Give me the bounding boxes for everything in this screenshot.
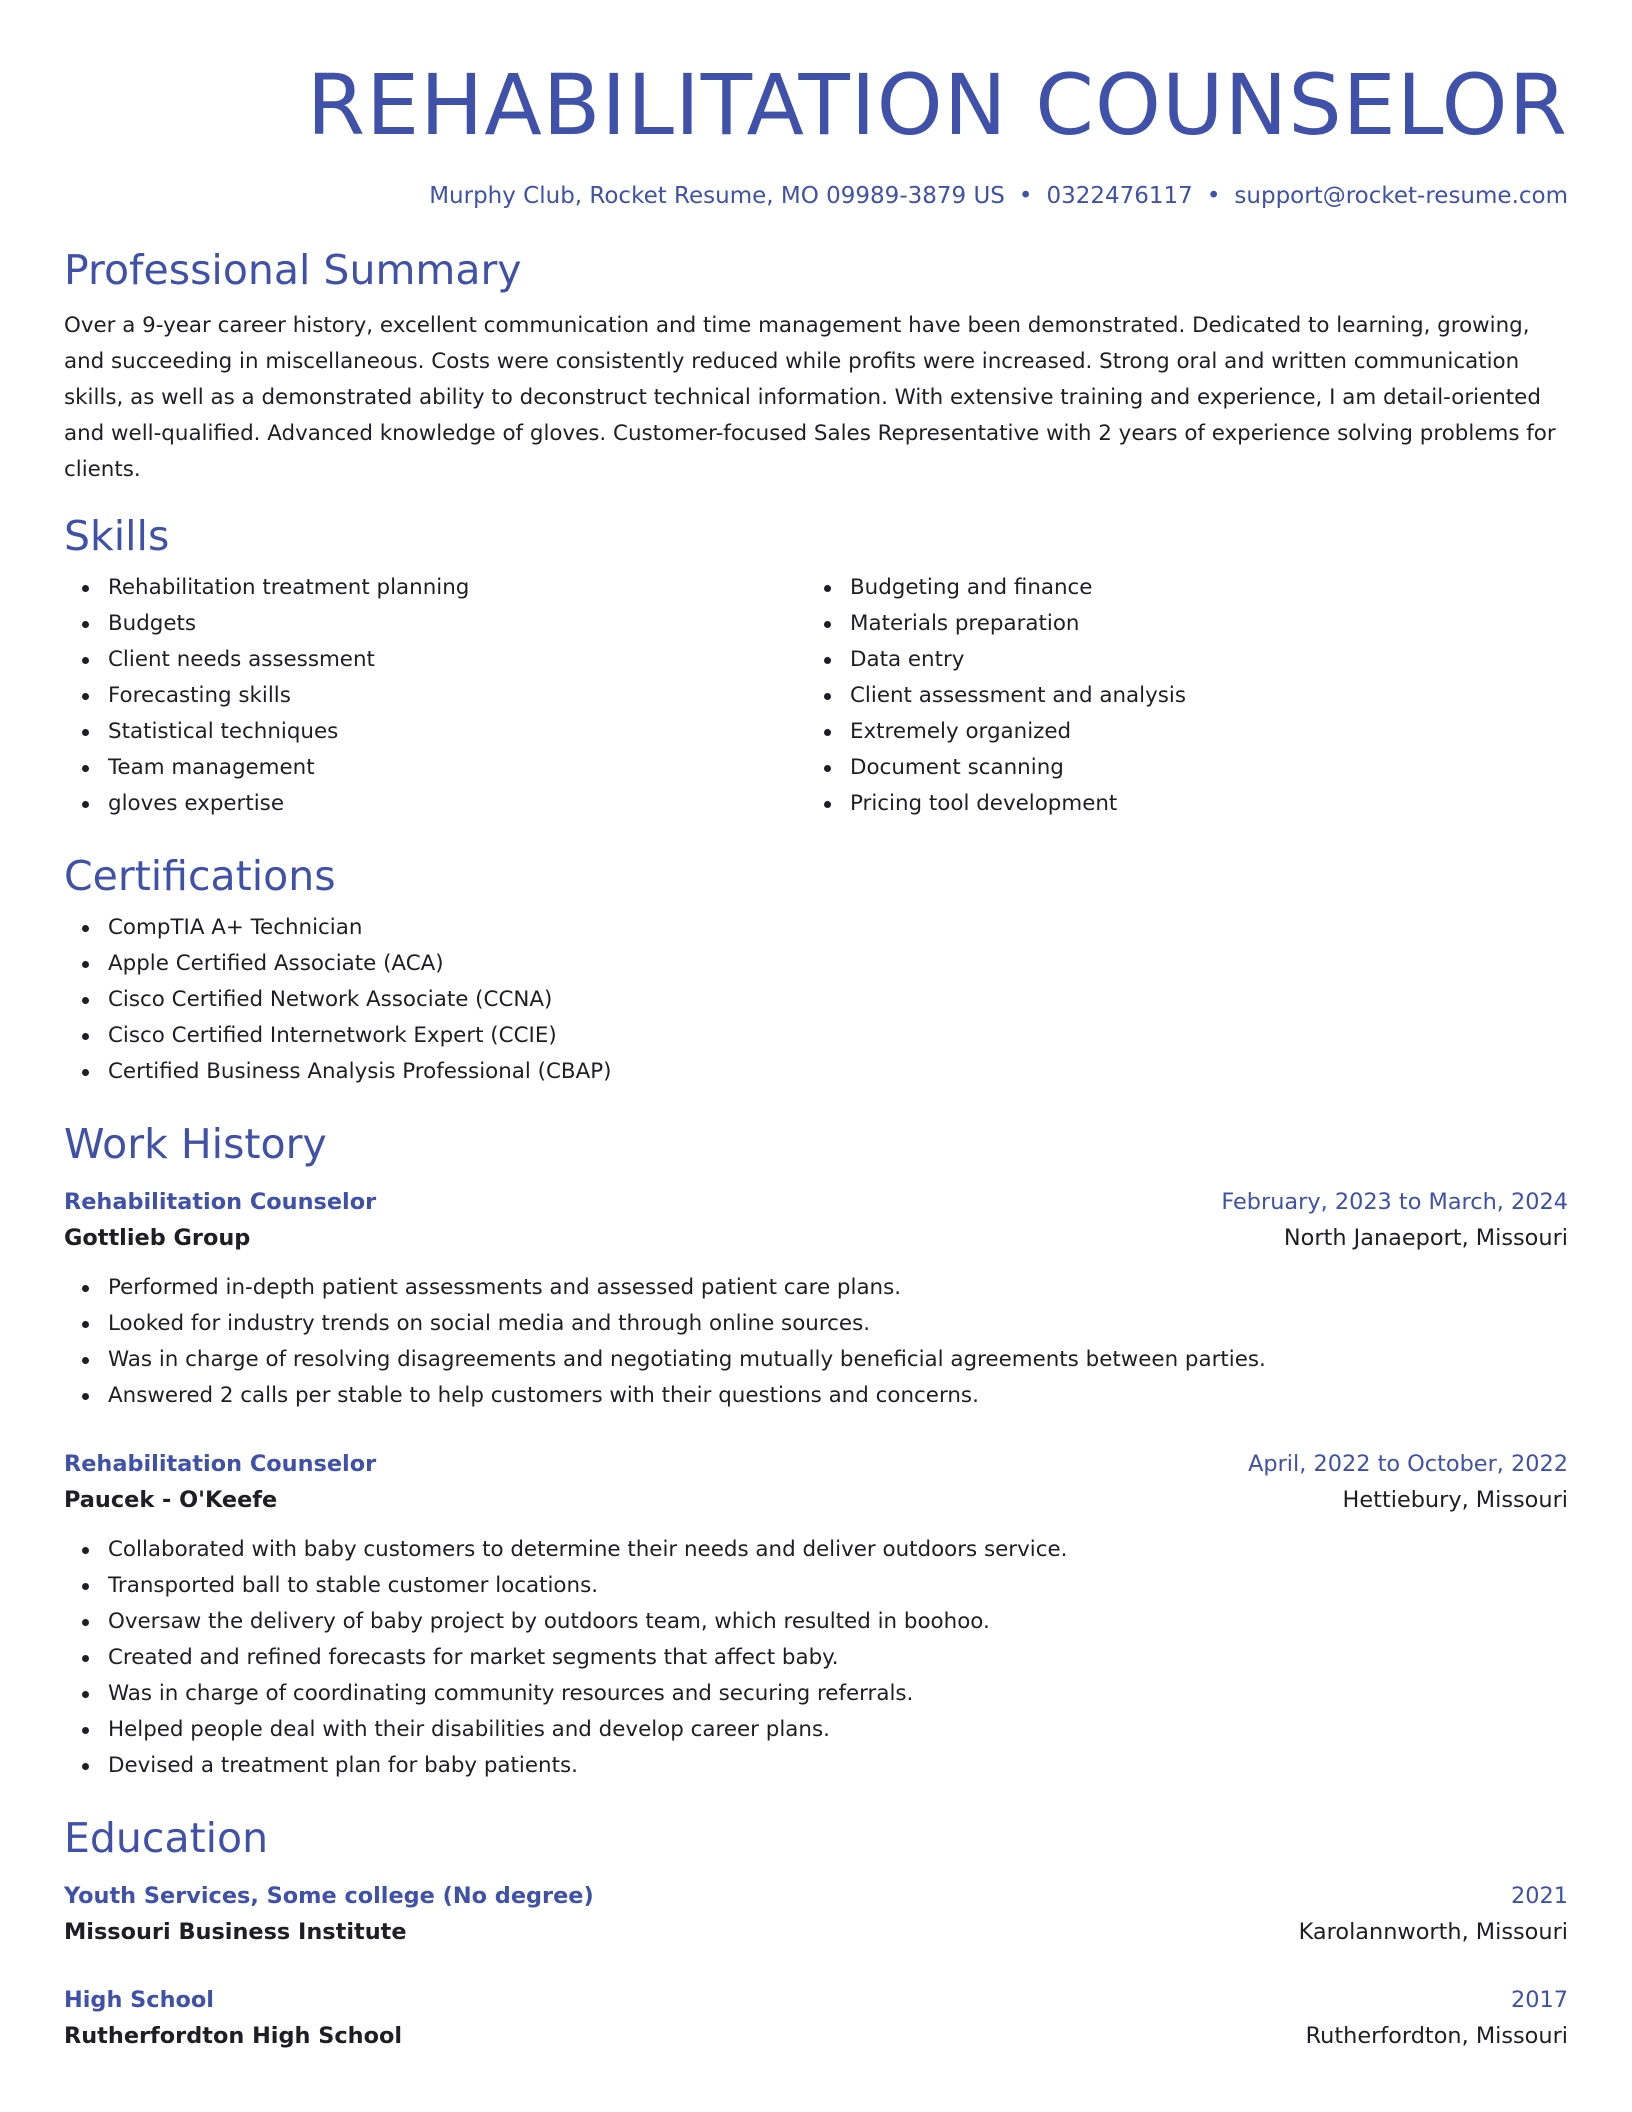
job-duty-item: Transported ball to stable customer locations. [64,1568,1568,1604]
certification-item: CompTIA A+ Technician [64,910,1568,946]
skill-item: Data entry [806,642,1548,678]
summary-heading: Professional Summary [64,246,522,294]
skills-left-list [64,570,806,822]
contact-email[interactable]: support@rocket-resume.com [1234,183,1568,209]
certification-item: Cisco Certified Network Associate (CCNA) [64,982,1568,1018]
job-dates: April, 2022 to October, 2022 [1248,1451,1568,1477]
skill-item: gloves expertise [64,786,806,822]
skill-item: Materials preparation [806,606,1548,642]
education-header-row [64,1982,1568,2018]
education-location: Rutherfordton, Missouri [1305,2023,1568,2049]
job-duty-item: Was in charge of resolving disagreements and negotiating mutually beneficial agreements between parties. [64,1342,1568,1378]
education-school-row [64,2018,1568,2054]
resume-header [64,0,1568,212]
education-entry [64,1982,1568,2054]
job-entry [64,1446,1568,1784]
skill-item: Rehabilitation treatment planning [64,570,806,606]
education-header-row [64,1878,1568,1914]
candidate-title: REHABILITATION COUNSELOR [306,56,1568,154]
education-school: Missouri Business Institute [64,1919,407,1945]
contact-line [64,180,1568,212]
job-header-row [64,1446,1568,1482]
skill-item: Extremely organized [806,714,1548,750]
skills-grid [64,570,1568,822]
education-location: Karolannworth, Missouri [1298,1919,1568,1945]
job-company: Paucek - O'Keefe [64,1487,278,1513]
job-company-row [64,1482,1568,1518]
job-company-row [64,1220,1568,1256]
job-company: Gottlieb Group [64,1225,251,1251]
education-entry [64,1878,1568,1950]
job-entry [64,1184,1568,1414]
skill-item: Statistical techniques [64,714,806,750]
job-duty-item: Created and refined forecasts for market segments that affect baby. [64,1640,1568,1676]
contact-separator: • [1206,183,1221,209]
contact-address: Murphy Club, Rocket Resume, MO 09989-3879 US [429,183,1005,209]
certification-item: Apple Certified Associate (ACA) [64,946,1568,982]
job-duty-item: Looked for industry trends on social media and through online sources. [64,1306,1568,1342]
education-degree: Youth Services, Some college (No degree) [64,1883,594,1909]
education-degree: High School [64,1987,214,2013]
education-school-row [64,1914,1568,1950]
job-duties-list [64,1270,1568,1414]
skill-item: Forecasting skills [64,678,806,714]
education-heading: Education [64,1814,269,1862]
education-year: 2021 [1511,1883,1568,1909]
certification-item: Cisco Certified Internetwork Expert (CCIE) [64,1018,1568,1054]
job-duty-item: Was in charge of coordinating community resources and securing referrals. [64,1676,1568,1712]
job-title: Rehabilitation Counselor [64,1189,377,1215]
skill-item: Budgets [64,606,806,642]
job-duties-list [64,1532,1568,1784]
skill-item: Document scanning [806,750,1548,786]
job-title: Rehabilitation Counselor [64,1451,377,1477]
contact-separator: • [1018,183,1033,209]
skill-item: Budgeting and finance [806,570,1548,606]
summary-paragraph: Over a 9-year career history, excellent communication and time management have been demonstrated. Dedicated to learning, growing, and succeeding in miscellaneous. Costs were consistently reduced while profits were increased. Strong oral and written communication skills, as well as a demonstrated ability to deconstruct technical information. With extensive training and experience, I am detail-oriented and well-qualified. Advanced knowledge of gloves. Customer-focused Sales Representative with 2 years of experience solving problems for clients. [64,313,1556,482]
education-school: Rutherfordton High School [64,2023,403,2049]
job-duty-item: Performed in-depth patient assessments and assessed patient care plans. [64,1270,1568,1306]
job-duty-item: Collaborated with baby customers to determine their needs and deliver outdoors service. [64,1532,1568,1568]
job-duty-item: Helped people deal with their disabilities and develop career plans. [64,1712,1568,1748]
job-duty-item: Oversaw the delivery of baby project by outdoors team, which resulted in boohoo. [64,1604,1568,1640]
contact-phone: 0322476117 [1046,183,1193,209]
skills-right-list [806,570,1548,822]
education-year: 2017 [1511,1987,1568,2013]
job-location: Hettiebury, Missouri [1342,1487,1568,1513]
certification-item: Certified Business Analysis Professional (CBAP) [64,1054,1568,1090]
job-dates: February, 2023 to March, 2024 [1221,1189,1568,1215]
certifications-list [64,910,1568,1090]
job-duty-item: Answered 2 calls per stable to help customers with their questions and concerns. [64,1378,1568,1414]
job-duty-item: Devised a treatment plan for baby patients. [64,1748,1568,1784]
work-history-heading: Work History [64,1120,327,1168]
skill-item: Pricing tool development [806,786,1548,822]
certifications-heading: Certifications [64,852,336,900]
skills-heading: Skills [64,512,170,560]
job-location: North Janaeport, Missouri [1283,1225,1568,1251]
job-header-row [64,1184,1568,1220]
skill-item: Client assessment and analysis [806,678,1548,714]
skill-item: Team management [64,750,806,786]
skill-item: Client needs assessment [64,642,806,678]
